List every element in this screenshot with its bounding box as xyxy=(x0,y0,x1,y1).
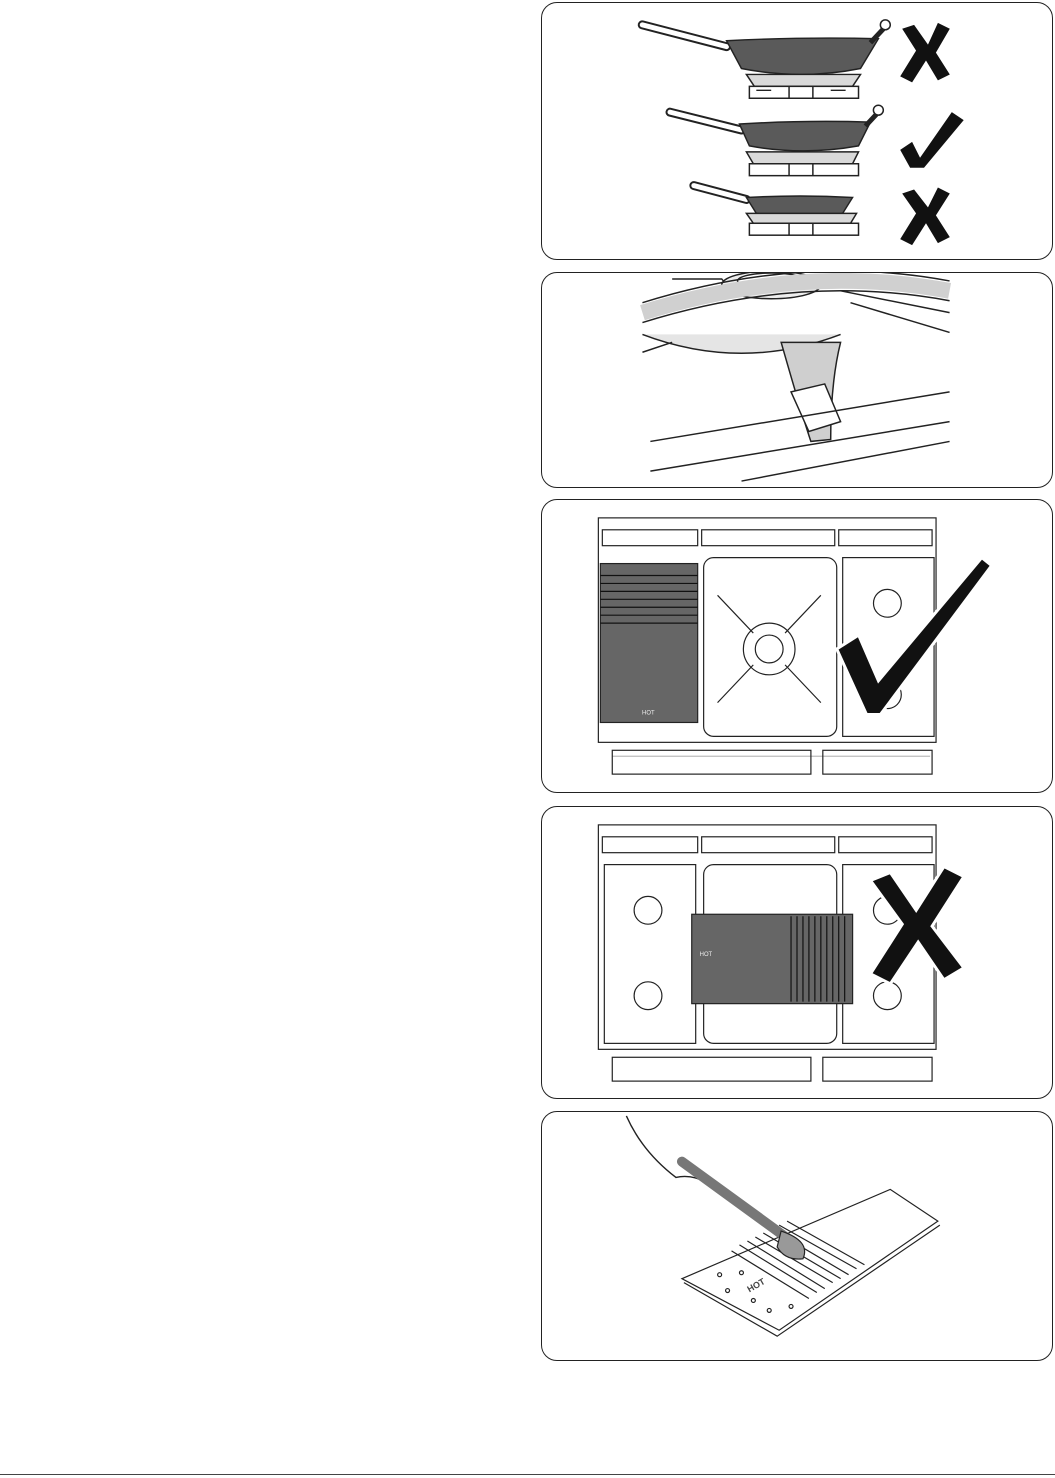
wok-small-too-small xyxy=(694,186,859,236)
griddle-correct-illustration xyxy=(542,500,1052,792)
figure-griddle-cleaning xyxy=(541,1111,1053,1361)
wok-sizes-illustration xyxy=(542,3,1052,259)
cross-mark-icon xyxy=(900,23,950,83)
check-mark-icon xyxy=(900,112,964,168)
wok-stand-illustration xyxy=(542,273,1052,487)
page-footer-rule xyxy=(0,1474,1055,1475)
griddle-cleaning-illustration xyxy=(542,1112,1052,1360)
griddle-mark-text: HOT xyxy=(699,951,713,958)
wok-large-too-big xyxy=(642,20,890,98)
figure-wok-stand xyxy=(541,272,1053,488)
griddle-hot-mark: HOT xyxy=(745,1276,767,1295)
cross-mark-icon xyxy=(900,188,950,246)
figure-griddle-incorrect-position xyxy=(541,806,1053,1099)
wok-medium-correct xyxy=(670,105,883,175)
griddle-mark-text: HOT xyxy=(642,710,655,717)
figure-wok-sizes xyxy=(541,2,1053,260)
figure-griddle-correct-position xyxy=(541,499,1053,793)
griddle-incorrect-illustration xyxy=(542,807,1052,1098)
